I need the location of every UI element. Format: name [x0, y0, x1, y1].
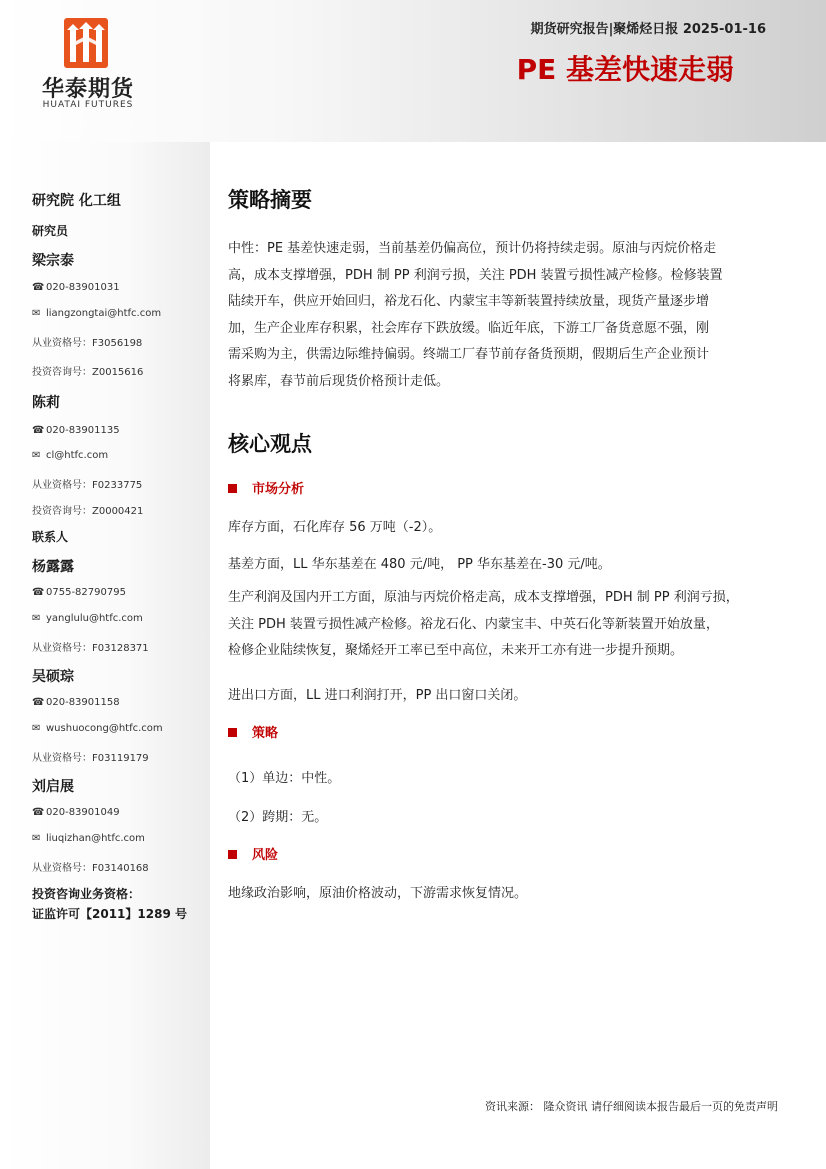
summary-paragraph [228, 236, 784, 395]
strategy-heading: 策略 [228, 722, 278, 741]
huatai-logo-icon [64, 18, 108, 68]
phone-line: ☎ 020-83901135 [32, 425, 120, 436]
qualification-number: 从业资格号：F0233775 [32, 480, 143, 491]
email-line[interactable]: ✉ liuqizhan@htfc.com [32, 833, 145, 844]
square-bullet-icon [228, 850, 237, 859]
summary-line: 加，生产企业库存积累，社会库存下跌放缓。临近年底，下游工厂备货意愿不强，刚 [228, 320, 710, 336]
phone-line: ☎ 020-83901031 [32, 282, 120, 293]
email-line[interactable]: ✉ wushuocong@htfc.com [32, 723, 163, 734]
person-name: 梁宗泰 [32, 253, 74, 269]
person-name: 陈莉 [32, 395, 60, 411]
logo-chinese-name: 华泰期货 [41, 77, 134, 102]
license-number: 证监许可【2011】1289 号 [32, 907, 187, 921]
summary-line: 高，成本支撑增强，PDH 制 PP 利润亏损，关注 PDH 装置亏损性减产检修。检修装置 [228, 267, 723, 283]
email-line[interactable]: ✉ liangzongtai@htfc.com [32, 308, 162, 319]
phone-icon: ☎ [32, 587, 45, 598]
profit-line: 检修企业陆续恢复，聚烯烃开工率已至中高位，未来开工亦有进一步提升预期。 [228, 643, 684, 658]
summary-line: 陆续开车，供应开始回归，裕龙石化、内蒙宝丰等新装置持续放量，现货产量逐步增 [228, 294, 710, 309]
person-name: 吴硕琮 [32, 669, 74, 685]
footer-source-disclaimer: 资讯来源： 隆众资讯 请仔细阅读本报告最后一页的免责声明 [485, 1100, 778, 1113]
summary-heading: 策略摘要 [228, 188, 312, 212]
inventory-text: 库存方面，石化库存 56 万吨（-2）。 [228, 520, 442, 535]
advisor-number: 投资咨询号：Z0000421 [32, 506, 144, 517]
qualification-number: 从业资格号：F03140168 [32, 863, 149, 874]
email-line[interactable]: ✉ cl@htfc.com [32, 450, 109, 461]
phone-icon: ☎ [32, 425, 45, 436]
report-title: PE 基差快速走弱 [516, 53, 734, 86]
profit-line: 生产利润及国内开工方面，原油与丙烷价格走高，成本支撑增强，PDH 制 PP 利润亏损， [228, 590, 739, 605]
summary-line: 需采购为主，供需边际维持偏弱。终端工厂春节前存备货预期，假期后生产企业预计 [228, 347, 710, 362]
email-icon: ✉ [32, 613, 41, 624]
risk-heading: 风险 [228, 844, 278, 863]
trade-text: 进出口方面，LL 进口利润打开，PP 出口窗口关闭。 [228, 688, 527, 703]
profit-paragraph [228, 585, 784, 665]
phone-line: ☎ 020-83901158 [32, 697, 120, 708]
report-header [0, 0, 826, 142]
phone-icon: ☎ [32, 807, 45, 818]
qualification-number: 从业资格号：F03128371 [32, 643, 149, 654]
advisor-number: 投资咨询号：Z0015616 [32, 367, 144, 378]
square-bullet-icon [228, 728, 237, 737]
qualification-number: 从业资格号：F03119179 [32, 753, 149, 764]
contact-label: 联系人 [32, 530, 69, 544]
risk-text: 地缘政治影响，原油价格波动，下游需求恢复情况。 [228, 886, 528, 901]
person-name: 杨露露 [32, 559, 74, 575]
phone-line: ☎ 0755-82790795 [32, 587, 126, 598]
basis-text: 基差方面，LL 华东基差在 480 元/吨， PP 华东基差在-30 元/吨。 [228, 557, 611, 572]
email-icon: ✉ [32, 308, 41, 319]
strategy-single: （1）单边：中性。 [228, 771, 341, 786]
license-label: 投资咨询业务资格： [32, 887, 141, 901]
square-bullet-icon [228, 484, 237, 493]
email-icon: ✉ [32, 833, 41, 844]
researcher-label: 研究员 [32, 224, 69, 238]
email-icon: ✉ [32, 450, 41, 461]
phone-line: ☎ 020-83901049 [32, 807, 120, 818]
profit-line: 关注 PDH 装置亏损性减产检修。裕龙石化、内蒙宝丰、中英石化等新装置开始放量， [228, 616, 719, 632]
summary-line: 将累库，春节前后现货价格预计走低。 [228, 373, 450, 389]
research-dept: 研究院 化工组 [32, 193, 121, 209]
qualification-number: 从业资格号：F3056198 [32, 338, 143, 349]
summary-line: 中性：PE 基差快速走弱，当前基差仍偏高位，预计仍将持续走弱。原油与丙烷价格走 [228, 241, 717, 256]
logo-english-name: HUATAI FUTURES [42, 100, 134, 110]
email-line[interactable]: ✉ yanglulu@htfc.com [32, 613, 143, 624]
market-analysis-heading: 市场分析 [228, 478, 304, 497]
phone-icon: ☎ [32, 282, 45, 293]
phone-icon: ☎ [32, 697, 45, 708]
contact-sidebar [0, 142, 210, 1169]
report-type-date: 期货研究报告|聚烯烃日报 2025-01-16 [530, 22, 766, 37]
person-name: 刘启展 [32, 779, 74, 795]
strategy-spread: （2）跨期：无。 [228, 810, 328, 825]
email-icon: ✉ [32, 723, 41, 734]
core-view-heading: 核心观点 [228, 432, 312, 456]
